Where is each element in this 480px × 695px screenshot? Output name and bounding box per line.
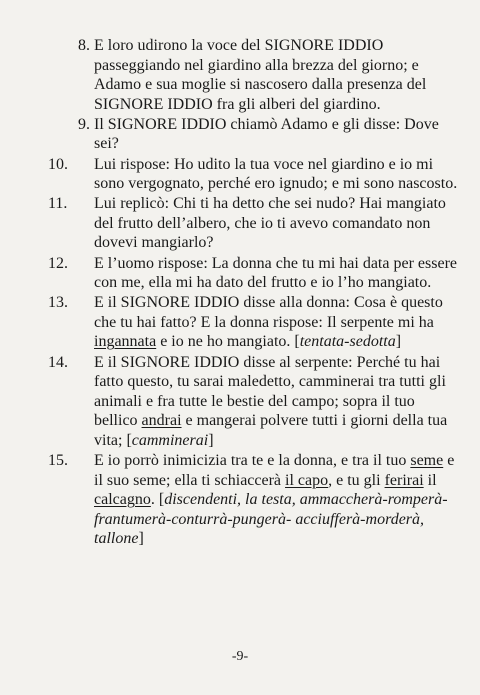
verse-text: [94, 37, 426, 113]
verse-number: 8.: [78, 37, 90, 54]
verse-text-segment: Lui rispose: Ho udito la tua voce nel giardino e io mi sono vergognato, perché ero ignudo; e mi sono nascosto.: [94, 155, 458, 193]
verse-text-segment: E loro udirono la voce del SIGNORE IDDIO passeggiando nel giardino alla brezza del giorno; e Adamo e sua moglie si nascosero dalla presenza del SIGNORE IDDIO fra gli alberi del giardino.: [94, 37, 427, 113]
verse-text-segment: ]: [208, 431, 214, 449]
verse-item: [48, 115, 460, 154]
underlined-word: andrai: [141, 412, 182, 430]
verse-text: [94, 255, 457, 292]
underlined-word: ingannata: [94, 333, 157, 351]
italic-gloss: tentata-sedotta: [299, 333, 396, 351]
verse-item: [48, 293, 460, 352]
verse-text: [94, 294, 443, 350]
italic-gloss: camminerai: [131, 431, 209, 449]
verse-text-segment: E il SIGNORE IDDIO disse alla donna: Cosa è questo che tu hai fatto? E la donna rispose: Il serpente mi ha: [94, 294, 443, 331]
verse-text-segment: . [: [150, 491, 165, 509]
verse-text-segment: il: [423, 471, 437, 489]
italic-gloss: discendenti, la testa, ammaccherà-romperà-frantumerà-conturrà-pungerà- acciufferà-morderà, tallone: [94, 491, 448, 548]
verse-number: 14.: [48, 353, 68, 371]
verse-text-segment: E l’uomo rispose: La donna che tu mi hai data per essere con me, ella mi ha dato del frutto e io l’ho mangiato.: [94, 254, 457, 292]
verse-item: [48, 254, 460, 293]
verse-text-segment: E il SIGNORE IDDIO disse al serpente: Perché tu hai fatto questo, tu sarai maledetto, camminerai tra tutti gli animali e fra tutte le bestie del campo; sopra il tuo bellico: [94, 353, 446, 430]
verse-number: 13.: [48, 294, 68, 312]
verse-text-segment: e il suo seme; ella ti schiaccerà: [94, 451, 455, 489]
verse-text: [94, 195, 446, 251]
verse-text-segment: e io ne ho mangiato. [: [156, 333, 300, 351]
verse-item: [48, 36, 460, 114]
verse-item: [48, 353, 460, 451]
verse-text-segment: e mangerai polvere tutti i giorni della tua vita; [: [94, 412, 448, 449]
verse-text-segment: ]: [138, 530, 144, 548]
verse-text-segment: ]: [395, 333, 402, 351]
verse-text-segment: , e tu gli: [328, 471, 385, 489]
verse-text-segment: Il SIGNORE IDDIO chiamò Adamo e gli disse: Dove sei?: [94, 115, 439, 153]
underlined-word: seme: [410, 451, 444, 469]
verse-text-segment: E io porrò inimicizia tra te e la donna, e tra il tuo: [94, 451, 411, 469]
verse-number: 10.: [48, 155, 68, 173]
verse-text: [94, 354, 447, 449]
verse-item: [48, 451, 460, 549]
verse-item: [48, 194, 460, 253]
verse-text-segment: Lui replicò: Chi ti ha detto che sei nudo? Hai mangiato del frutto dell’albero, che io ti avevo comandato non dovevi mangiarlo?: [94, 195, 446, 252]
verse-number: 15.: [48, 451, 68, 469]
verse-item: [48, 155, 460, 194]
verse-list: [48, 36, 460, 549]
page-number: -9-: [231, 649, 249, 664]
verse-number: 11.: [48, 195, 68, 213]
underlined-word: calcagno: [94, 491, 151, 509]
underlined-word: il capo: [285, 471, 329, 489]
verse-text: [94, 452, 454, 547]
verse-number: 12.: [48, 254, 68, 272]
verse-text: [94, 156, 457, 193]
verse-text: [94, 116, 439, 153]
underlined-word: ferirai: [384, 471, 424, 489]
verse-number: 9.: [78, 115, 90, 133]
